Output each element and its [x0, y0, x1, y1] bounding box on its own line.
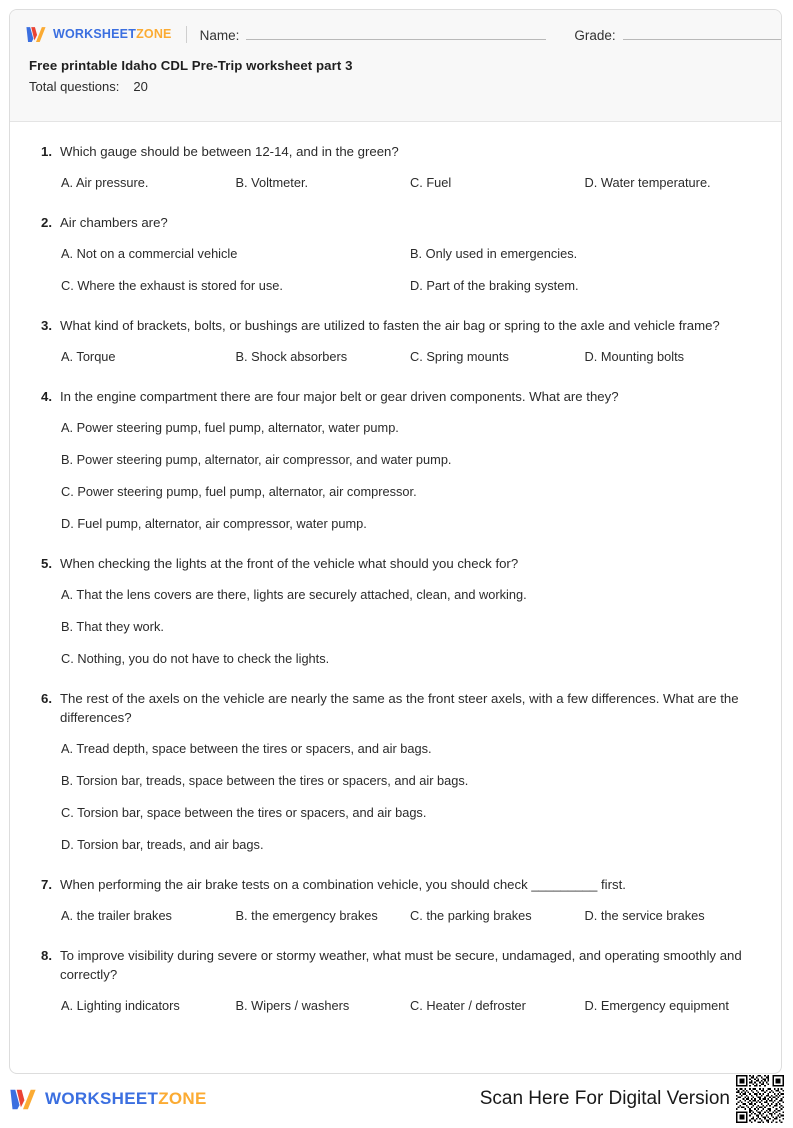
answer-option[interactable]: B. Wipers / washers	[235, 998, 350, 1013]
answer-option[interactable]: B. Power steering pump, alternator, air compressor, and water pump.	[61, 452, 452, 467]
answer-option[interactable]: C. the parking brakes	[410, 908, 532, 923]
name-field[interactable]	[200, 26, 547, 43]
question-text: Air chambers are?	[60, 215, 168, 230]
worksheet-header	[10, 10, 781, 122]
question-text: When performing the air brake tests on a combination vehicle, you should check _________ first.	[60, 877, 626, 892]
grade-label: Grade:	[574, 27, 616, 43]
worksheet-zone-logo-icon	[9, 1088, 37, 1111]
question-prompt-row	[32, 213, 759, 232]
answer-option[interactable]: C. Spring mounts	[410, 349, 509, 364]
answer-options	[61, 586, 759, 668]
question-item	[32, 946, 759, 1015]
scan-prompt-text: Scan Here For Digital Version	[479, 1088, 730, 1109]
question-prompt-row	[32, 689, 759, 727]
name-label: Name:	[199, 27, 240, 43]
answer-option[interactable]: B. That they work.	[61, 619, 164, 634]
answer-option[interactable]: B. Voltmeter.	[235, 175, 309, 190]
answer-option[interactable]: A. Not on a commercial vehicle	[61, 246, 238, 261]
question-number: 6.	[41, 691, 52, 706]
brand-name-part1: WORKSHEET	[53, 27, 137, 41]
question-text: Which gauge should be between 12-14, and in the green?	[60, 144, 399, 159]
question-text: When checking the lights at the front of the vehicle what should you check for?	[60, 556, 519, 571]
answer-option[interactable]: D. Torsion bar, treads, and air bags.	[61, 837, 264, 852]
question-prompt-row	[32, 387, 759, 406]
footer-brand-logo	[9, 1088, 207, 1111]
question-number: 1.	[41, 144, 52, 159]
answer-options	[61, 174, 759, 192]
answer-option[interactable]: A. Tread depth, space between the tires or spacers, and air bags.	[61, 741, 432, 756]
answer-options	[61, 907, 759, 925]
answer-option[interactable]: A. Lighting indicators	[61, 998, 180, 1013]
answer-options	[61, 245, 759, 295]
answer-option[interactable]: A. Power steering pump, fuel pump, alternator, water pump.	[61, 420, 399, 435]
answer-option[interactable]: B. the emergency brakes	[235, 908, 378, 923]
header-brand-logo	[25, 26, 172, 43]
brand-name-part2: ZONE	[136, 27, 172, 41]
question-number: 5.	[41, 556, 52, 571]
answer-option[interactable]: A. the trailer brakes	[61, 908, 172, 923]
header-top-row	[10, 10, 781, 44]
answer-option[interactable]: C. Fuel	[410, 175, 452, 190]
answer-option[interactable]: B. Shock absorbers	[235, 349, 348, 364]
question-number: 4.	[41, 389, 52, 404]
question-prompt-row	[32, 142, 759, 161]
total-questions	[29, 79, 781, 94]
answer-options	[61, 997, 759, 1015]
question-text: In the engine compartment there are four major belt or gear driven components. What are they?	[60, 389, 619, 404]
answer-option[interactable]: B. Only used in emergencies.	[410, 246, 578, 261]
worksheet-sheet	[9, 9, 782, 1074]
question-prompt-row	[32, 946, 759, 984]
brand-name-part1: WORKSHEET	[45, 1089, 159, 1108]
question-text: To improve visibility during severe or stormy weather, what must be secure, undamaged, and operating smoothly and correctly?	[60, 948, 742, 982]
total-questions-value: 20	[133, 79, 148, 94]
name-input-line[interactable]	[246, 26, 546, 40]
answer-option[interactable]: C. Where the exhaust is stored for use.	[61, 278, 283, 293]
question-item	[32, 689, 759, 854]
question-item	[32, 875, 759, 925]
answer-option[interactable]: A. Air pressure.	[61, 175, 149, 190]
answer-option[interactable]: C. Heater / defroster	[410, 998, 526, 1013]
total-questions-label: Total questions:	[29, 79, 120, 94]
answer-options	[61, 348, 759, 366]
answer-option[interactable]: D. Fuel pump, alternator, air compressor, water pump.	[61, 516, 367, 531]
answer-option[interactable]: C. Torsion bar, space between the tires or spacers, and air bags.	[61, 805, 427, 820]
question-item	[32, 142, 759, 192]
page-title: Free printable Idaho CDL Pre-Trip worksheet part 3	[29, 58, 353, 73]
brand-name-part2: ZONE	[158, 1089, 207, 1108]
question-item	[32, 554, 759, 668]
answer-option[interactable]: A. Torque	[61, 349, 116, 364]
question-text: What kind of brackets, bolts, or bushings are utilized to fasten the air bag or spring to the axle and vehicle frame?	[60, 318, 720, 333]
qr-code-icon[interactable]	[736, 1075, 784, 1123]
answer-option[interactable]: D. the service brakes	[584, 908, 705, 923]
header-title-block	[10, 44, 781, 94]
question-item	[32, 213, 759, 295]
header-brand-text	[53, 27, 172, 41]
answer-options	[61, 419, 759, 533]
answer-option[interactable]: D. Part of the braking system.	[410, 278, 579, 293]
header-divider	[186, 26, 187, 43]
answer-option[interactable]: D. Water temperature.	[584, 175, 711, 190]
answer-option[interactable]: C. Power steering pump, fuel pump, alternator, air compressor.	[61, 484, 417, 499]
question-number: 2.	[41, 215, 52, 230]
answer-option[interactable]: C. Nothing, you do not have to check the lights.	[61, 651, 330, 666]
grade-field[interactable]	[574, 26, 782, 43]
question-text: The rest of the axels on the vehicle are nearly the same as the front steer axels, with a few differences. What are the differences?	[60, 691, 739, 725]
answer-option[interactable]: A. That the lens covers are there, lights are securely attached, clean, and working.	[61, 587, 527, 602]
question-number: 7.	[41, 877, 52, 892]
questions-list	[10, 122, 781, 1046]
answer-option[interactable]: D. Emergency equipment	[584, 998, 729, 1013]
question-number: 8.	[41, 948, 52, 963]
question-item	[32, 387, 759, 533]
answer-option[interactable]: D. Mounting bolts	[584, 349, 685, 364]
answer-option[interactable]: B. Torsion bar, treads, space between the tires or spacers, and air bags.	[61, 773, 469, 788]
question-prompt-row	[32, 316, 759, 335]
footer-brand-text	[45, 1089, 207, 1109]
worksheet-footer	[9, 1081, 784, 1117]
grade-input-line[interactable]	[623, 26, 782, 40]
answer-options	[61, 740, 759, 854]
worksheet-zone-logo-icon	[25, 26, 47, 43]
question-item	[32, 316, 759, 366]
question-prompt-row	[32, 554, 759, 573]
question-number: 3.	[41, 318, 52, 333]
question-prompt-row	[32, 875, 759, 894]
